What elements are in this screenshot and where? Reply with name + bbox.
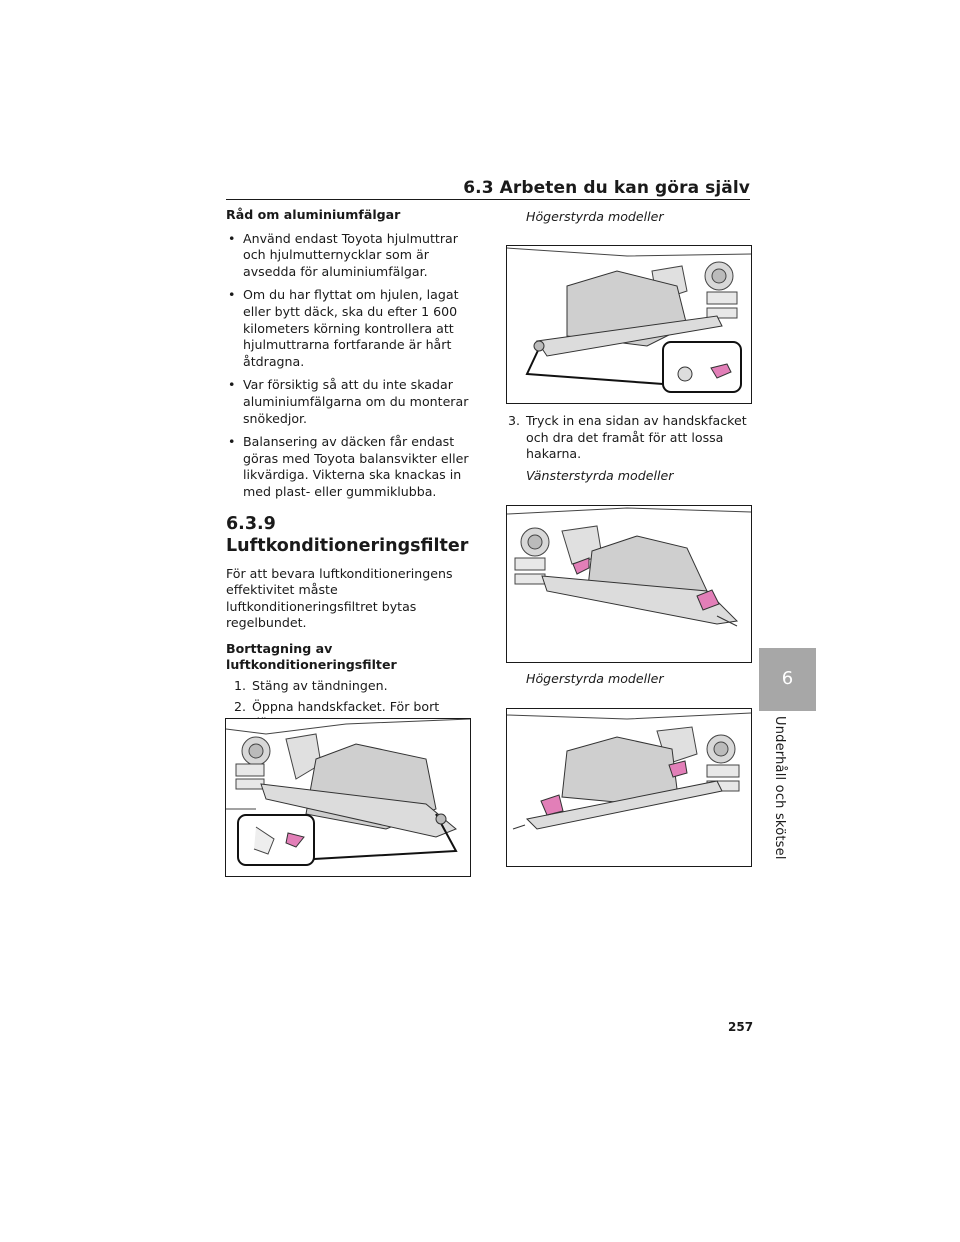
removal-heading-line1: Borttagning av xyxy=(226,640,333,656)
intro-paragraph: För att bevara luftkonditioneringens effektivitet måste luftkonditioneringsfiltret bytas regelbundet. xyxy=(226,565,453,631)
caption-rhd-2: Högerstyrda modeller xyxy=(526,671,664,686)
bullet-dot: • xyxy=(228,377,236,393)
left-column xyxy=(226,207,470,755)
figure-glovebox-lhd-damper xyxy=(225,718,471,877)
list-item: • Balansering av däcken får endast göras med Toyota balansvikter eller likvärdiga. Vikterna ska knackas in med plast- eller gummiklubba. xyxy=(228,434,469,499)
header-title: 6.3 Arbeten du kan göra själv xyxy=(463,178,750,198)
step-item: 2. Öppna handskfacket. För bort xyxy=(234,698,440,714)
figure-glovebox-rhd-push xyxy=(506,708,752,867)
section-title: 6.3.9 Luftkonditioneringsfilter xyxy=(226,513,469,556)
chapter-number: 6 xyxy=(781,668,794,689)
list-item: • Om du har flyttat om hjulen, lagat eller bytt däck, ska du efter 1 600 kilometers körning kontrollera att hjulmuttrarna fortfarande är hårt åtdragna. xyxy=(228,287,459,369)
chapter-tab xyxy=(759,648,816,711)
header-rule xyxy=(226,199,750,200)
list-item: • Var försiktig så att du inte skadar aluminiumfälgarna om du monterar snökedjor. xyxy=(228,377,469,426)
caption-lhd-2: Vänsterstyrda modeller xyxy=(526,468,674,483)
list-item: • Använd endast Toyota hjulmuttrar och hjulmutternycklar som är avsedda för aluminiumfälgar. xyxy=(228,230,458,279)
step3-number: 3. xyxy=(508,413,521,428)
step-item: 1. Stäng av tändningen. xyxy=(234,678,388,694)
caption-rhd-1: Högerstyrda modeller xyxy=(526,209,664,224)
bullet-dot: • xyxy=(228,230,236,246)
step3 xyxy=(508,413,748,463)
chapter-label: Underhåll och skötsel xyxy=(772,716,787,860)
bullet-dot: • xyxy=(228,434,236,450)
page-number: 257 xyxy=(728,1020,754,1034)
figure-glovebox-rhd-damper xyxy=(506,245,752,404)
figure-glovebox-lhd-push xyxy=(506,505,752,663)
step3-text: Tryck in ena sidan av handskfacket och dra det framåt för att lossa hakarna. xyxy=(526,413,747,462)
tips-heading: Råd om aluminiumfälgar xyxy=(226,207,401,222)
bullet-dot: • xyxy=(228,287,236,303)
removal-heading-line2: luftkonditioneringsfilter xyxy=(226,657,397,673)
tips-list xyxy=(226,231,470,501)
